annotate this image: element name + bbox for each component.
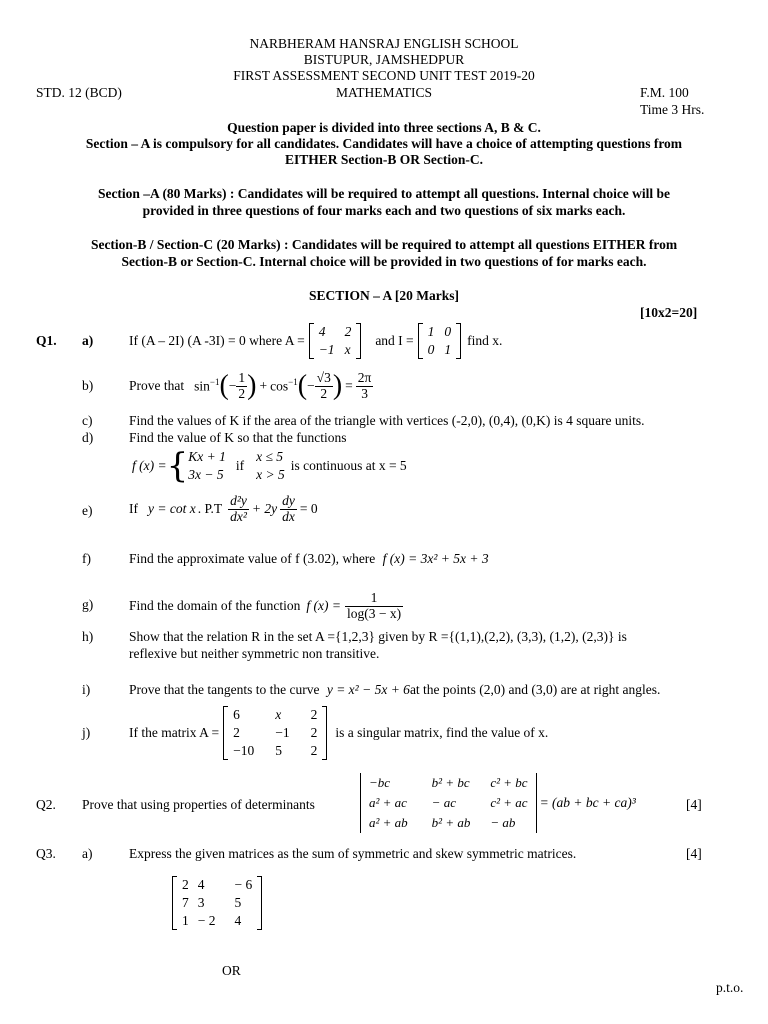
q1j-question: If the matrix A = 6 x 2 2 −1 2 −10 5 2 is a singular matrix, find the value of x. — [129, 707, 549, 758]
section-a-instruction-2: provided in three questions of four marks each and two questions of six marks each. — [142, 203, 626, 218]
q1a-mid: and I = — [375, 333, 414, 348]
matrix-j: 6 x 2 2 −1 2 −10 5 2 — [223, 706, 327, 760]
section-a-marks: [10x2=20] — [640, 305, 698, 320]
q2-label: Q2. — [36, 797, 56, 812]
q2-rhs: = (ab + bc + ca)³ — [539, 795, 636, 810]
frac-one-half: $\frac{1}{2}$ — [238, 370, 246, 401]
q1h-line-1: Show that the relation R in the set A ={1,2,3} given by R ={(1,1),(2,2), (3,3), (1,2), (2,3)} is — [129, 629, 627, 644]
identity-matrix: 1 0 0 1 — [418, 323, 462, 359]
std-label: STD. 12 (BCD) — [36, 85, 122, 100]
q3-marks: [4] — [686, 846, 702, 861]
cos-term: $\cos^{-1}$ — [270, 377, 298, 394]
q1j-label: j) — [82, 725, 91, 740]
q2-determinant — [360, 768, 636, 838]
q1f-label: f) — [82, 551, 91, 566]
section-a-instruction-1: Section –A (80 Marks) : Candidates will be required to attempt all questions. Internal choice will be — [97, 186, 671, 201]
q1c-label: c) — [82, 413, 93, 428]
q1b-label: b) — [82, 378, 94, 393]
section-bc-instruction-1: Section-B / Section-C (20 Marks) : Candidates will be required to attempt all questions EITHER from — [90, 237, 678, 252]
school-name: NARBHERAM HANSRAJ ENGLISH SCHOOL — [249, 36, 519, 51]
q1g-label: g) — [82, 597, 94, 612]
q1d-function: f (x) = { Kx + 1 3x − 5 if x ≤ 5 x > 5 is continuous at x = 5 — [132, 446, 407, 486]
q1g-question: Find the domain of the function f (x) = $\frac{1}{\log(3 - x)}$ — [129, 590, 402, 621]
q3a-text: Express the given matrices as the sum of symmetric and skew symmetric matrices. — [129, 846, 577, 861]
q1c-text: Find the values of K if the area of the triangle with vertices (-2,0), (0,4), (0,K) is 4 square units. — [129, 413, 645, 428]
q1a-question — [129, 318, 502, 364]
section-a-title: SECTION – A [20 Marks] — [308, 288, 460, 303]
q1b-question: Prove that $\sin^{-1}$ ( − $\frac{1}{2}$ ) + $\cos^{-1}$ ( − $\frac{√3}{2}$ ) = $\frac{2\pi}{3}$ — [129, 370, 372, 401]
pto-label: p.t.o. — [716, 980, 744, 995]
q1f-question: Find the approximate value of f (3.02), where f (x) = 3x² + 5x + 3 — [129, 551, 489, 566]
q1b-text: Prove that — [129, 378, 185, 393]
subject-title: MATHEMATICS — [335, 85, 432, 100]
frac-2pi-3: $\frac{2\pi}{3}$ — [357, 370, 372, 401]
school-address: BISTUPUR, JAMSHEDPUR — [303, 52, 465, 67]
q3-label: Q3. — [36, 846, 56, 861]
q2-marks: [4] — [686, 797, 702, 812]
matrix-q3: 2 4 − 6 7 3 5 1 − 2 4 — [172, 876, 262, 930]
section-bc-instruction-2: Section-B or Section-C. Internal choice will be provided in two questions of for marks each. — [121, 254, 647, 269]
time-allowed: Time 3 Hrs. — [640, 102, 705, 117]
q1i-question: Prove that the tangents to the curve y = x² − 5x + 6at the points (2,0) and (3,0) are at right angles. — [129, 682, 661, 697]
q1e-label: e) — [82, 503, 93, 518]
q1a-text: If (A – 2I) (A -3I) = 0 where A = — [129, 333, 305, 348]
full-marks: F.M. 100 — [640, 85, 689, 100]
determinant: −bc b² + bc c² + bc a² + ac − ac c² + ac a² + ab b² + ab − ab — [360, 773, 537, 833]
matrix-a: 4 2 −1 x — [309, 323, 362, 359]
q1a-post: find x. — [467, 333, 503, 348]
sin-term: $\sin^{-1}$ — [194, 377, 220, 394]
q1a-label: a) — [82, 333, 94, 348]
q1e-question: If y = cot x . P.T $\frac{\text{d²y}}{\text{dx²}}$ + 2y $\frac{dy}{dx}$ = 0 — [129, 493, 318, 524]
q1-label: Q1. — [36, 333, 57, 348]
or-label: OR — [222, 963, 241, 978]
exam-title: FIRST ASSESSMENT SECOND UNIT TEST 2019-20 — [233, 68, 535, 83]
instruction-line-2: Section – A is compulsory for all candidates. Candidates will have a choice of attempting questions from — [85, 136, 683, 151]
q1d-label: d) — [82, 430, 94, 445]
q3a-label: a) — [82, 846, 93, 861]
instruction-line-3: EITHER Section-B OR Section-C. — [284, 152, 483, 167]
q1h-label: h) — [82, 629, 94, 644]
q3-matrix-wrap — [172, 876, 262, 930]
instruction-line-1: Question paper is divided into three sections A, B & C. — [227, 120, 541, 135]
q1h-line-2: reflexive but neither symmetric non transitive. — [129, 646, 380, 661]
q1d-text: Find the value of K so that the functions — [129, 430, 347, 445]
q2-text: Prove that using properties of determinants — [82, 797, 315, 812]
frac-root3-half: $\frac{√3}{2}$ — [316, 370, 331, 401]
q1i-label: i) — [82, 682, 91, 697]
